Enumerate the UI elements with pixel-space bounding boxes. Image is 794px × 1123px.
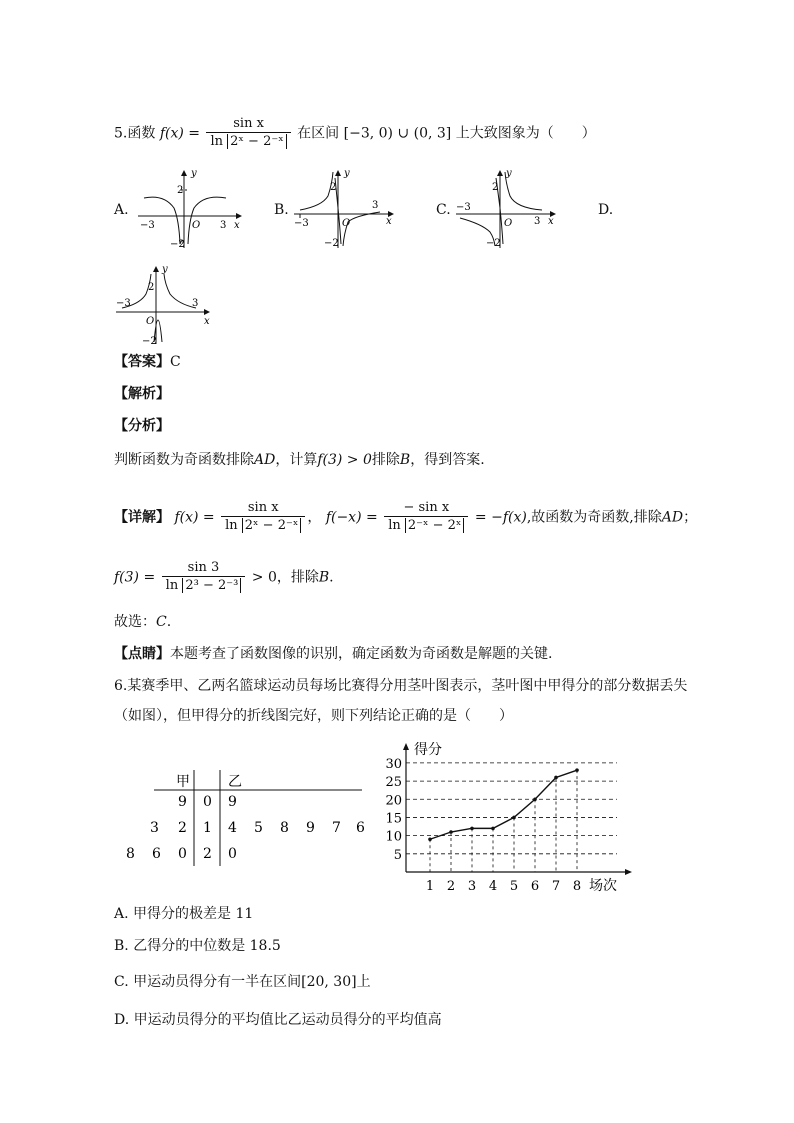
chart-x-ticks <box>426 879 581 892</box>
label-x: x <box>548 216 554 227</box>
chart-ytick-label: 25 <box>385 775 402 791</box>
dianjing-label: 【点睛】 <box>114 646 170 662</box>
leaf-right: 9 <box>228 794 237 810</box>
xj-eq: = −f(x) <box>474 509 527 526</box>
chart-ytick-label: 15 <box>385 811 402 827</box>
xiangjie-line <box>114 500 697 535</box>
chart-ylabel: 得分 <box>414 742 442 758</box>
label-2: 2 <box>492 182 499 193</box>
f3-text: ，排除 <box>276 569 319 586</box>
option-text-post: 上 <box>356 974 371 990</box>
fenxi-t2: ，计算 <box>275 452 318 468</box>
answer-label: 【答案】 <box>114 354 170 370</box>
xj-fnx: f(−x) = <box>325 509 378 526</box>
fenxi-t3: 排除 <box>371 452 400 468</box>
leaf-left: 8 <box>126 846 135 862</box>
chart-series-line <box>430 770 577 839</box>
label-y: y <box>162 264 168 275</box>
label-neg3: −3 <box>294 218 309 229</box>
ln-label: ln <box>388 518 401 533</box>
y-arrow <box>181 170 187 176</box>
leaf-right: 0 <box>228 846 237 862</box>
leaf-right: 5 <box>254 820 263 836</box>
label-2: 2 <box>330 182 337 193</box>
ln-label: ln <box>165 578 179 593</box>
x-arrow <box>204 309 210 315</box>
answer-line <box>114 352 181 372</box>
guxuan-line <box>114 612 171 632</box>
curve-left <box>300 172 333 210</box>
leaf-right: 4 <box>228 820 237 836</box>
chart-xtick-label: 6 <box>530 879 540 892</box>
chart-ytick-label: 10 <box>385 829 402 845</box>
label-3: 3 <box>534 216 541 227</box>
label-o: O <box>192 220 201 231</box>
label-2: 2 <box>148 282 155 293</box>
leaf-left: 3 <box>150 820 159 836</box>
f3-b: B <box>318 569 330 586</box>
xj-comma: ， <box>307 509 322 526</box>
q5-option-d: D. <box>598 202 614 218</box>
leaf-right: 7 <box>332 820 341 836</box>
ln-label: ln <box>210 134 223 149</box>
chart-xtick-label: 7 <box>551 879 561 892</box>
xj-den1-wrap <box>221 516 305 535</box>
fenxi-f3: f(3) > 0 <box>317 452 372 468</box>
q5-option-c: C. <box>436 202 451 218</box>
fenxi-label: 【分析】 <box>114 418 170 434</box>
guxuan-label: 故选： <box>114 614 156 630</box>
q5-option-a: A. <box>114 202 129 218</box>
option-interval: [20, 30] <box>301 974 357 990</box>
q6-line2: （如图），但甲得分的折线图完好，则下列结论正确的是（ ） <box>114 708 513 724</box>
graph-a <box>134 168 244 250</box>
q6-option-b <box>114 936 281 956</box>
q5-option-b: B. <box>274 202 289 218</box>
label-neg2: −2 <box>324 238 339 249</box>
xj-den2-wrap <box>384 516 468 535</box>
xj-fraction-1 <box>221 500 305 535</box>
label-neg2: −2 <box>170 239 185 250</box>
leaf-left: 9 <box>178 794 187 810</box>
chart-xtick-label: 2 <box>446 879 456 892</box>
q5-stem <box>114 116 596 151</box>
label-3: 3 <box>192 298 199 309</box>
f3-den-wrap <box>162 576 246 595</box>
chart-y-ticks <box>385 757 402 863</box>
xj-text: ,故函数为奇函数,排除 <box>526 509 662 526</box>
chart-drop-lines <box>430 770 577 872</box>
option-text-pre: 甲运动员得分有一半在区间 <box>133 974 302 990</box>
stem-value: 1 <box>203 820 212 836</box>
stem-leaf-plot <box>120 762 370 874</box>
option-text: 甲得分的极差是 11 <box>133 906 254 922</box>
option-label: D. <box>114 1012 130 1028</box>
f3-line <box>114 560 334 595</box>
abs-expr: 2ˣ − 2⁻ˣ <box>227 134 287 149</box>
label-2: 2 <box>177 185 184 196</box>
leaf-right: 6 <box>356 820 365 836</box>
xj-fx: f(x) = <box>174 509 215 526</box>
q5-suffix: 上大致图象为（ ） <box>455 125 596 142</box>
xj-fraction-2 <box>384 500 468 535</box>
stem-header-jia: 甲 <box>176 774 190 790</box>
jiexi-line <box>114 384 170 404</box>
fenxi-ad: AD <box>254 452 276 468</box>
graph-c <box>452 168 562 250</box>
fenxi-t1: 判断函数为奇函数排除 <box>114 452 254 468</box>
guxuan-period: . <box>166 614 172 630</box>
f3-fraction <box>162 560 246 595</box>
dianjing-text: 本题考查了函数图像的识别，确定函数为奇函数是解题的关键. <box>170 646 553 662</box>
q6-option-c <box>114 972 371 992</box>
fenxi-text <box>114 450 485 470</box>
chart-grid <box>406 763 617 854</box>
q5-denominator <box>206 132 290 151</box>
label-neg3: −3 <box>116 298 131 309</box>
q6-line1: 6.某赛季甲、乙两名篮球运动员每场比赛得分用茎叶图表示，茎叶图中甲得分的部分数据丢失 <box>114 678 688 694</box>
f3-left: f(3) = <box>114 569 156 586</box>
label-3: 3 <box>372 200 379 211</box>
option-label: B. <box>114 938 129 954</box>
f3-den: 2³ − 2⁻³ <box>182 578 241 593</box>
graph-d <box>112 264 222 346</box>
chart-xtick-label: 4 <box>488 879 498 892</box>
chart-xtick-label: 5 <box>509 879 519 892</box>
stem-header-yi: 乙 <box>228 774 242 790</box>
chart-ytick-label: 20 <box>385 793 402 809</box>
chart-point <box>512 816 516 820</box>
label-y: y <box>344 168 350 179</box>
chart-xtick-label: 3 <box>467 879 477 892</box>
leaf-left: 2 <box>178 820 187 836</box>
label-x: x <box>234 220 240 231</box>
chart-xlabel: 场次 <box>589 878 617 892</box>
label-neg3: −3 <box>456 202 471 213</box>
label-o: O <box>504 218 513 229</box>
f3-period: . <box>329 569 334 586</box>
graph-b <box>290 168 400 250</box>
leaf-right: 9 <box>306 820 315 836</box>
label-x: x <box>204 316 210 327</box>
xj-den2: 2⁻ˣ − 2ˣ <box>405 518 465 533</box>
chart-xtick-label: 1 <box>425 879 435 892</box>
xj-den1: 2ˣ − 2⁻ˣ <box>242 518 302 533</box>
y-arrow <box>153 266 159 272</box>
leaf-left: 0 <box>178 846 187 862</box>
fenxi-b: B <box>399 452 411 468</box>
chart-point <box>470 827 474 831</box>
option-text: 乙得分的中位数是 18.5 <box>133 938 281 954</box>
label-neg2: −2 <box>142 336 157 346</box>
xj-num1: sin x <box>247 500 279 515</box>
option-text: 甲运动员得分的平均值比乙运动员得分的平均值高 <box>133 1012 442 1028</box>
jiexi-label: 【解析】 <box>114 386 170 402</box>
fenxi-line <box>114 416 170 436</box>
option-label: C. <box>114 974 129 990</box>
guxuan-c: C <box>156 614 167 630</box>
answer-value: C <box>170 354 181 370</box>
chart-point <box>575 768 579 772</box>
q6-option-d <box>114 1010 442 1030</box>
chart-point <box>491 827 495 831</box>
label-neg3: −3 <box>140 220 155 231</box>
chart-point <box>554 776 558 780</box>
y-arrow <box>335 170 341 176</box>
leaf-left: 6 <box>152 846 161 862</box>
fenxi-t4: ，得到答案. <box>410 452 485 468</box>
label-o: O <box>146 316 155 327</box>
stem-value: 2 <box>203 846 212 862</box>
y-arrow <box>497 170 503 176</box>
xj-ad: AD <box>661 509 684 526</box>
score-line-chart <box>382 742 642 892</box>
q5-fx: f(x) = <box>159 125 200 142</box>
label-neg2: −2 <box>486 238 501 249</box>
stem-value: 0 <box>203 794 212 810</box>
dianjing-line <box>114 644 552 664</box>
xiangjie-label: 【详解】 <box>114 509 170 526</box>
leaf-right: 8 <box>280 820 289 836</box>
q5-interval-pre: 在区间 <box>297 125 340 142</box>
label-y: y <box>506 168 512 179</box>
xj-semi: ； <box>683 509 698 526</box>
label-x: x <box>386 216 392 227</box>
chart-point <box>533 797 537 801</box>
label-y: y <box>191 168 197 179</box>
q5-interval: [−3, 0) ∪ (0, 3] <box>343 125 452 142</box>
chart-point <box>449 830 453 834</box>
q5-fraction <box>206 116 290 151</box>
option-label: A. <box>114 906 129 922</box>
f3-num: sin 3 <box>187 560 220 575</box>
f3-gt: > 0 <box>251 569 277 586</box>
label-o: O <box>342 218 351 229</box>
chart-x-arrow <box>625 869 632 875</box>
ln-label: ln <box>225 518 238 533</box>
chart-ytick-label: 30 <box>385 756 402 772</box>
q5-numerator: sin x <box>233 116 264 131</box>
q6-option-a <box>114 904 253 924</box>
chart-point <box>428 837 432 841</box>
label-3: 3 <box>220 220 227 231</box>
xj-num2: − sin x <box>403 500 450 515</box>
chart-xtick-label: 8 <box>572 879 582 892</box>
q5-prefix: 5.函数 <box>114 125 156 142</box>
chart-ytick-label: 5 <box>393 847 402 863</box>
chart-y-arrow <box>403 743 409 750</box>
x-arrow <box>236 213 242 219</box>
